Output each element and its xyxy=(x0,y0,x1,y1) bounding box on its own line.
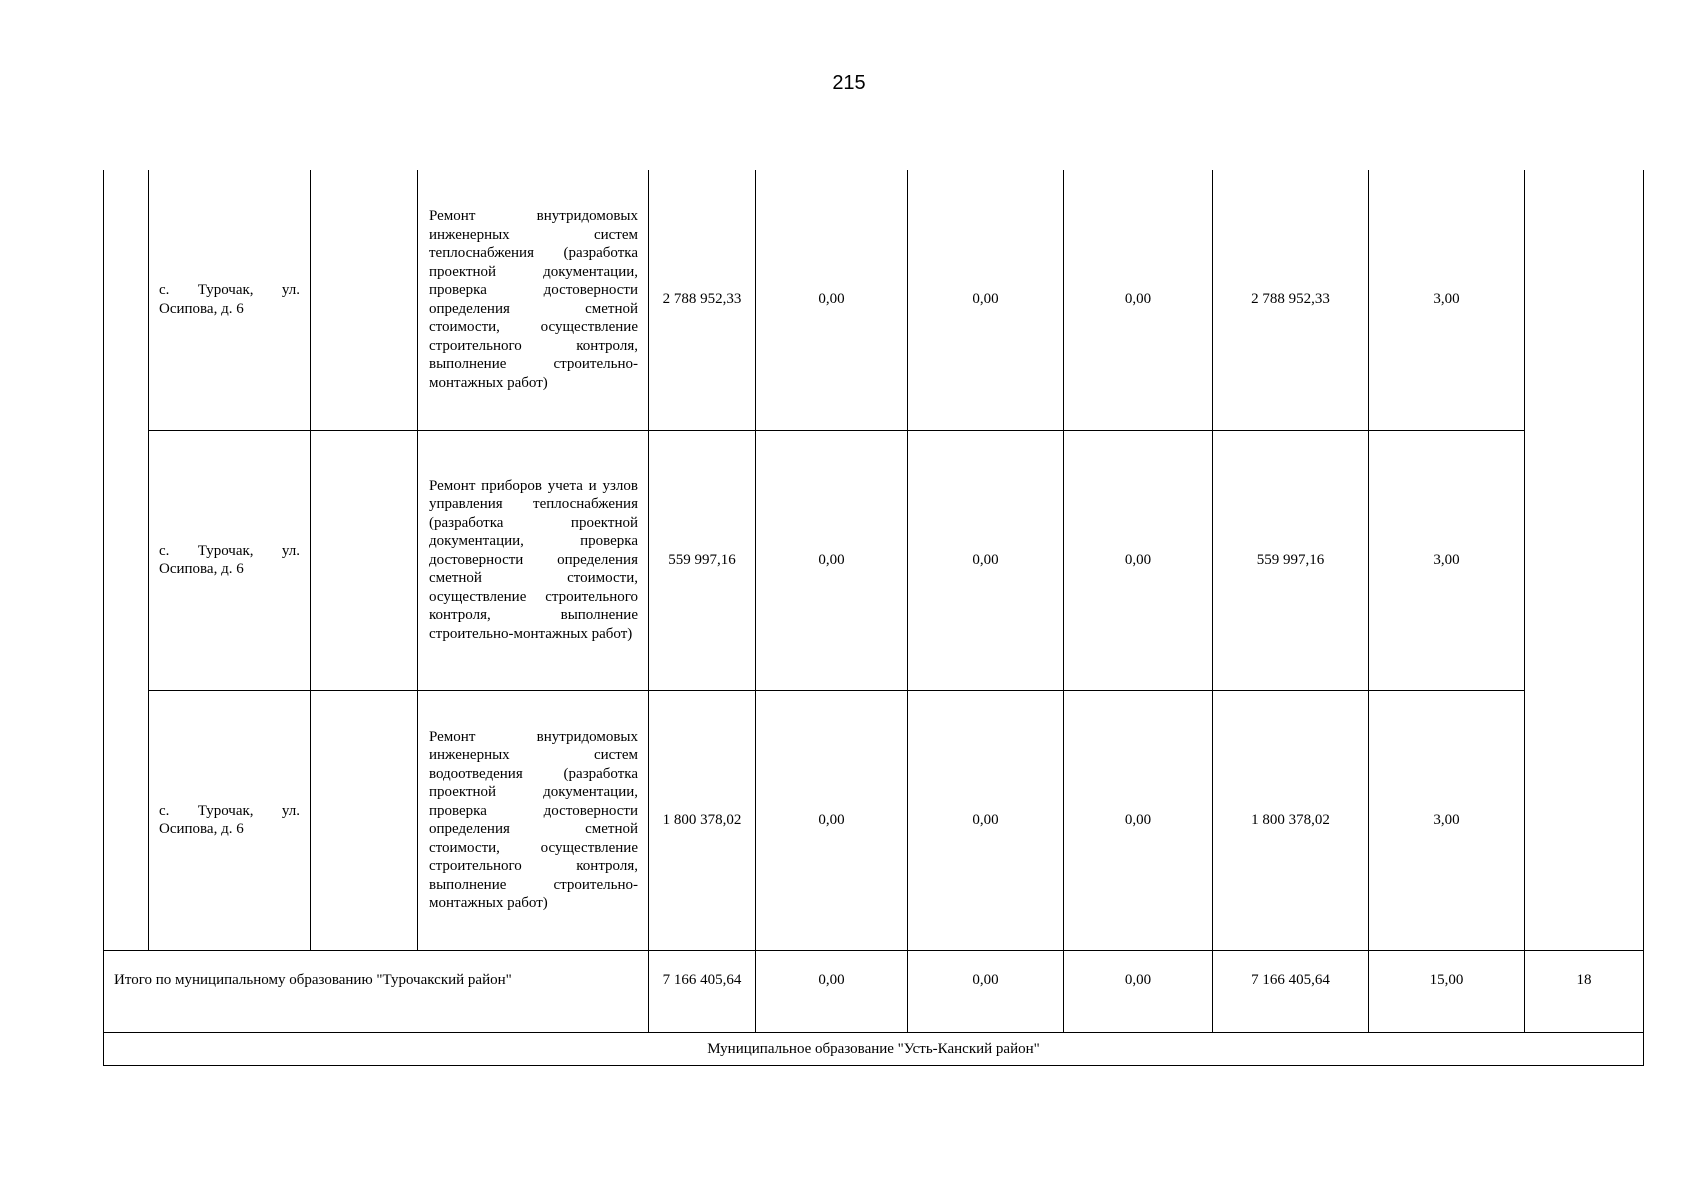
total-cost-cell: 2 788 952,33 xyxy=(649,170,756,430)
total-label: Итого по муниципальному образованию "Турочакский район" xyxy=(104,950,649,1032)
local-funds-cell: 0,00 xyxy=(1064,690,1213,950)
local-funds-sum: 0,00 xyxy=(1064,950,1213,1032)
unit-cost-sum: 15,00 xyxy=(1369,950,1525,1032)
work-description-cell: Ремонт внутридомовых инженерных систем теплоснабжения (разработка проектной документации, проверка достоверности определения сметной стоимости, осуществление строительного контроля, выполнение строительно-монтажных работ) xyxy=(418,170,649,430)
address-cell: с. Турочак, ул. Осипова, д. 6 xyxy=(149,170,311,430)
section-header-row xyxy=(104,1032,1644,1065)
total-row xyxy=(104,950,1644,1032)
work-description-cell: Ремонт приборов учета и узлов управления теплоснабжения (разработка проектной документации, проверка достоверности определения сметной стоимости, осуществление строительного контроля, выполнение строительно-монтажных работ) xyxy=(418,430,649,690)
table-row xyxy=(104,430,1644,690)
regional-funds-cell: 0,00 xyxy=(908,690,1064,950)
count-cell xyxy=(1525,170,1644,950)
regional-funds-sum: 0,00 xyxy=(908,950,1064,1032)
municipality-number-cell xyxy=(104,170,149,950)
federal-funds-sum: 0,00 xyxy=(756,950,908,1032)
local-funds-cell: 0,00 xyxy=(1064,170,1213,430)
address-cell: с. Турочак, ул. Осипова, д. 6 xyxy=(149,430,311,690)
unit-cost-cell: 3,00 xyxy=(1369,690,1525,950)
federal-funds-cell: 0,00 xyxy=(756,170,908,430)
regional-funds-cell: 0,00 xyxy=(908,430,1064,690)
federal-funds-cell: 0,00 xyxy=(756,430,908,690)
table-row xyxy=(104,170,1644,430)
federal-funds-cell: 0,00 xyxy=(756,690,908,950)
owner-funds-cell: 559 997,16 xyxy=(1213,430,1369,690)
regional-funds-cell: 0,00 xyxy=(908,170,1064,430)
table-row xyxy=(104,690,1644,950)
owner-funds-cell: 1 800 378,02 xyxy=(1213,690,1369,950)
unit-cost-cell: 3,00 xyxy=(1369,170,1525,430)
owner-funds-sum: 7 166 405,64 xyxy=(1213,950,1369,1032)
page-number: 215 xyxy=(832,72,866,94)
total-cost-cell: 559 997,16 xyxy=(649,430,756,690)
total-cost-cell: 1 800 378,02 xyxy=(649,690,756,950)
blank-cell xyxy=(311,170,418,430)
blank-cell xyxy=(311,690,418,950)
local-funds-cell: 0,00 xyxy=(1064,430,1213,690)
blank-cell xyxy=(311,430,418,690)
unit-cost-cell: 3,00 xyxy=(1369,430,1525,690)
total-cost-sum: 7 166 405,64 xyxy=(649,950,756,1032)
address-cell: с. Турочак, ул. Осипова, д. 6 xyxy=(149,690,311,950)
section-title: Муниципальное образование "Усть-Канский район" xyxy=(104,1032,1644,1065)
owner-funds-cell: 2 788 952,33 xyxy=(1213,170,1369,430)
count-sum: 18 xyxy=(1525,950,1644,1032)
repair-plan-table xyxy=(103,170,1644,1066)
work-description-cell: Ремонт внутридомовых инженерных систем водоотведения (разработка проектной документации, проверка достоверности определения сметной стоимости, осуществление строительного контроля, выполнение строительно-монтажных работ) xyxy=(418,690,649,950)
